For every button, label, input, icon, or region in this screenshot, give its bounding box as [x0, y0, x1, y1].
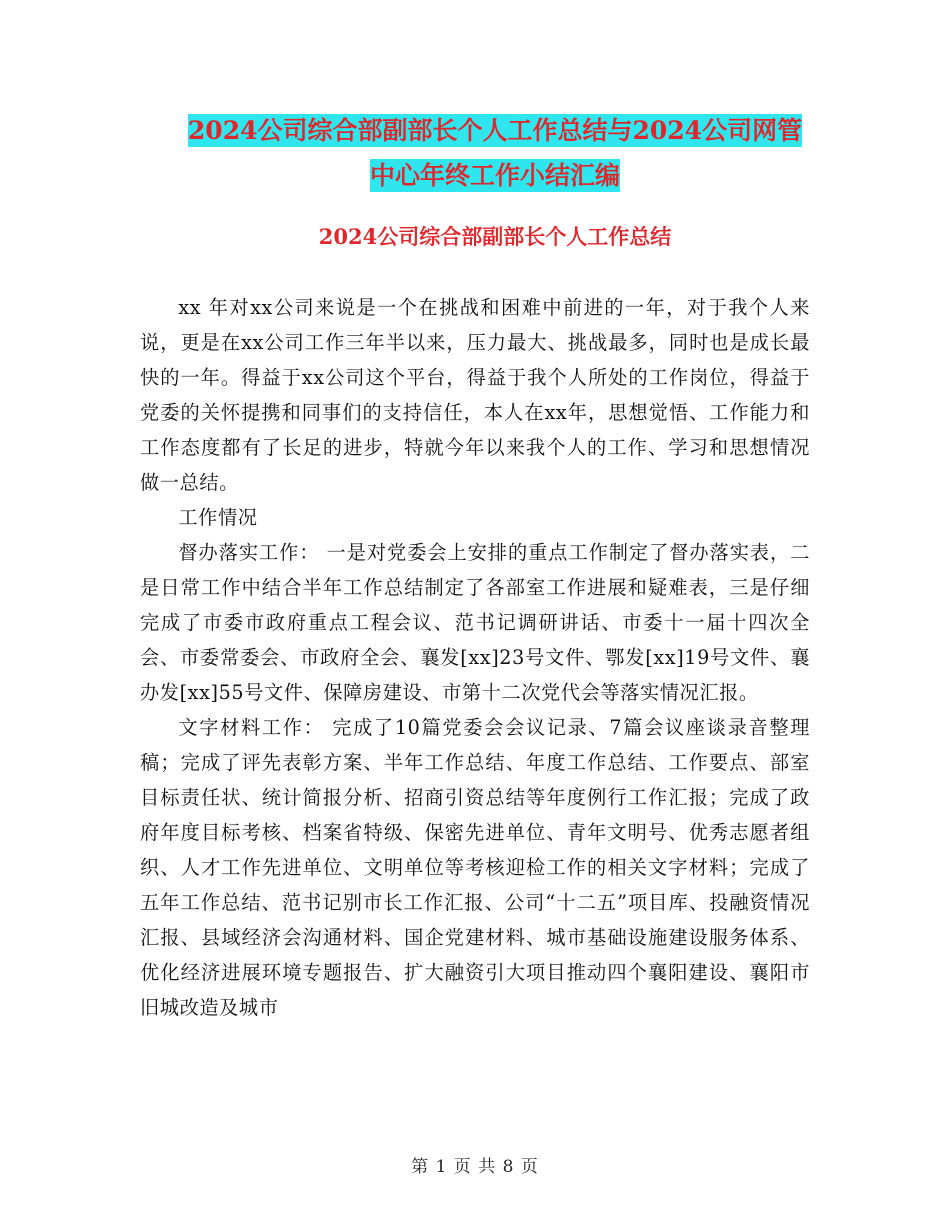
document-title-line-2: 中心年终工作小结汇编	[369, 161, 620, 190]
paragraph-writing: 文字材料工作： 完成了10篇党委会会议记录、7篇会议座谈录音整理稿；完成了评先表彰方案、半年工作总结、年度工作总结、工作要点、部室目标责任状、统计简报分析、招商引资总结等年度例行工作汇报；完成了政府年度目标考核、档案省特级、保密先进单位、青年文明号、优秀志愿者组织、人才工作先进单位、文明单位等考核迎检工作的相关文字材料；完成了五年工作总结、范书记别市长工作汇报、公司“十二五”项目库、投融资情况汇报、县域经济会沟通材料、国企党建材料、城市基础设施建设服务体系、优化经济进展环境专题报告、扩大融资引大项目推动四个襄阳建设、襄阳市旧城改造及城市	[140, 716, 810, 1019]
body-text	[140, 290, 810, 1025]
section-title: 2024公司综合部副部长个人工作总结	[318, 224, 672, 249]
document-title	[140, 108, 850, 198]
paragraph-supervision: 督办落实工作： 一是对党委会上安排的重点工作制定了督办落实表，二是日常工作中结合半年工作总结制定了各部室工作进展和疑难表，三是仔细完成了市委市政府重点工程会议、范书记调研讲话、市委十一届十四次全会、市委常委会、市政府全会、襄发[xx]23号文件、鄂发[xx]19号文件、襄办发[xx]55号文件、保障房建设、市第十二次党代会等落实情况汇报。	[140, 541, 810, 704]
paragraph-intro: xx 年对xx公司来说是一个在挑战和困难中前进的一年，对于我个人来说，更是在xx公司工作三年半以来，压力最大、挑战最多，同时也是成长最快的一年。得益于xx公司这个平台，得益于我个人所处的工作岗位，得益于党委的关怀提携和同事们的支持信任，本人在xx年，思想觉悟、工作能力和工作态度都有了长足的进步，特就今年以来我个人的工作、学习和思想情况做一总结。	[140, 296, 810, 494]
paragraph-work-heading: 工作情况	[178, 506, 258, 529]
document-title-line-1: 2024公司综合部副部长个人工作总结与2024公司网管	[187, 116, 803, 145]
page-footer: 第 1 页 共 8 页	[411, 1157, 539, 1177]
